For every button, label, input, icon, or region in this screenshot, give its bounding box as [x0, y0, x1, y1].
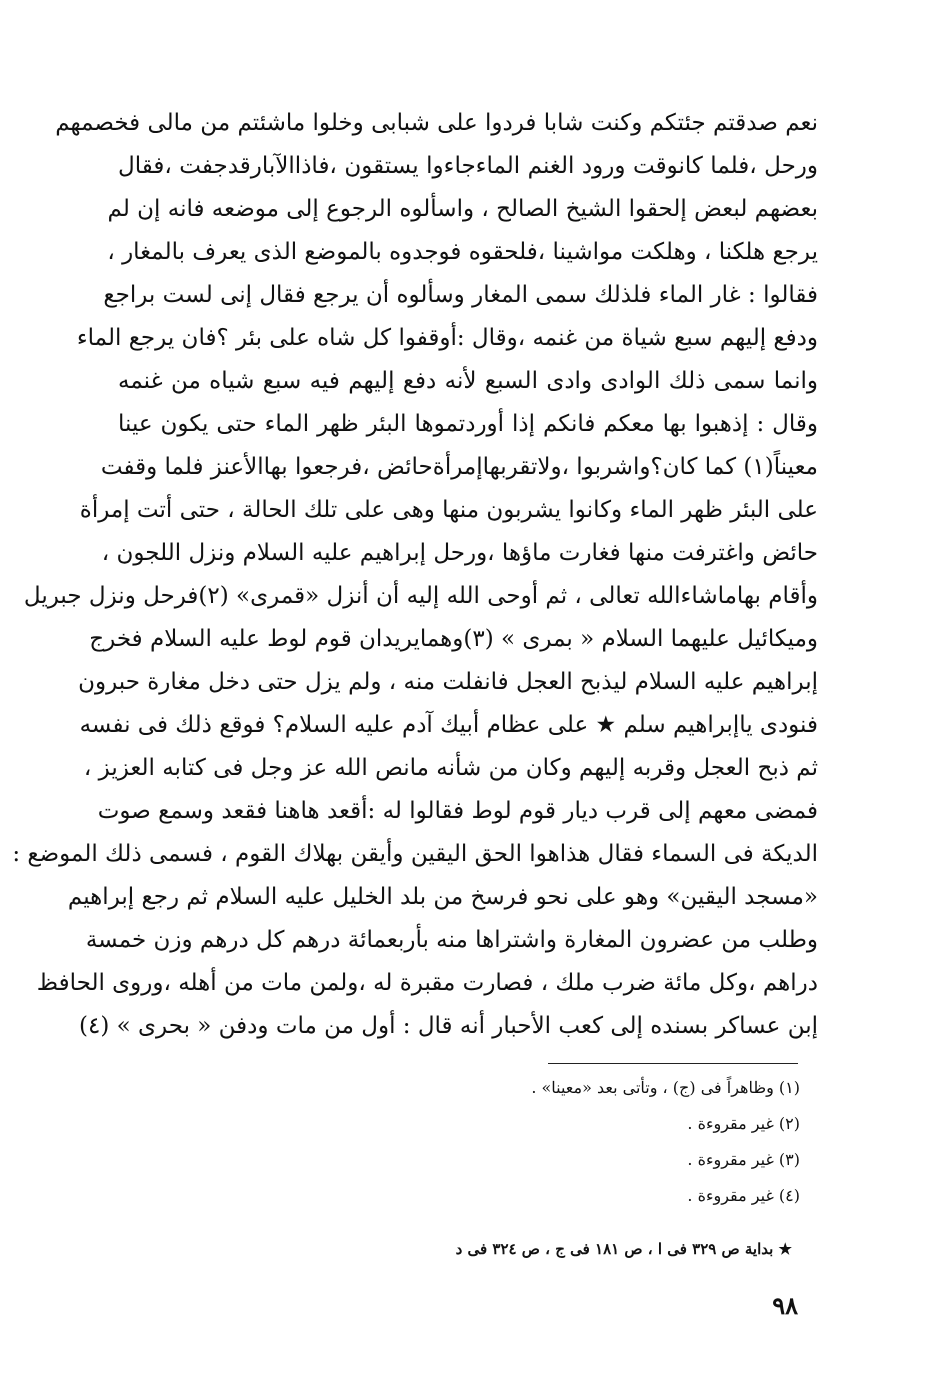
footnotes: [380, 1070, 800, 1214]
text-line: الديكة فى السماء فقال هذاهوا الحق اليقين وأيقن بهلاك القوم ، فسمى ذلك الموضع :: [12, 841, 818, 867]
text-line: ثم ذبح العجل وقربه إليهم وكان من شأنه مانص الله عز وجل فى كتابه العزيز ،: [83, 755, 818, 781]
text-line: وطلب من عضرون المغارة واشتراها منه بأربعمائة درهم كل درهم وزن خمسة: [85, 927, 818, 953]
text-line: ورحل ،فلما كانوقت ورود الغنم الماءجاءوا يستقون ،فاذاالآبارقدجفت ،فقال: [118, 153, 818, 179]
text-line: وقال : إذهبوا بها معكم فانكم إذا أوردتموها البئر ظهر الماء حتى يكون عينا: [118, 411, 818, 437]
text-line: «مسجد اليقين» وهو على نحو فرسخ من بلد الخليل عليه السلام ثم رجع إبراهيم: [67, 884, 818, 910]
text-line: معيناً(١) كما كان؟واشربوا ،ولاتقربهاإمرأةحائض ،فرجعوا بهاالأعنز فلما وقفت: [100, 454, 818, 480]
text-line: فمضى معهم إلى قرب ديار قوم لوط فقالوا له :أقعد هاهنا فقعد وسمع صوت: [97, 798, 818, 824]
manuscript-page-note: ★ بداية ص ٣٢٩ فى ا ، ص ١٨١ فى ج ، ص ٣٢٤ فى د: [455, 1240, 792, 1258]
page-number: ٩٨: [772, 1291, 798, 1320]
text-line: يرجع هلكنا ، وهلكت مواشينا ،فلحقوه فوجدوه بالموضع الذى يعرف بالمغار ،: [107, 239, 818, 265]
footnote-1: (١) وظاهراً فى (ج) ، وتأتى بعد «معينا» .: [531, 1078, 800, 1097]
footnote-2: (٢) غير مقروءة .: [687, 1114, 800, 1133]
text-line: إبراهيم عليه السلام ليذبح العجل فانفلت منه ، ولم يزل حتى دخل مغارة حبرون: [78, 669, 818, 695]
footnote-3: (٣) غير مقروءة .: [687, 1150, 800, 1169]
text-line: على البئر ظهر الماء وكانوا يشربون منها وهى على تلك الحالة ، حتى أتت إمرأة: [79, 497, 818, 523]
text-line: حائض واغترفت منها فغارت ماؤها ،ورحل إبراهيم عليه السلام ونزل اللجون ،: [101, 540, 818, 566]
text-line: فقالوا : غار الماء فلذلك سمى المغار وسألوه أن يرجع فقال إنى لست براجع: [103, 282, 818, 308]
text-line: ودفع إليهم سبع شياة من غنمه ،وقال :أوقفوا كل شاه على بئر ؟فان يرجع الماء: [76, 325, 818, 351]
text-line: وميكائيل عليهما السلام « بمرى » (٣)وهمايريدان قوم لوط عليه السلام فخرج: [89, 626, 818, 652]
main-text: [12, 102, 818, 1048]
text-line: بعضهم لبعض إلحقوا الشيخ الصالح ، واسألوه الرجوع إلى موضعه فانه إن لم: [107, 196, 818, 222]
text-line: فنودى ياإبراهيم سلم ★ على عظام أبيك آدم عليه السلام؟ فوقع ذلك فى نفسه: [79, 712, 818, 738]
text-line: وأقام بهاماشاءالله تعالى ، ثم أوحى الله إليه أن أنزل «قمرى» (٢)فرحل ونزل جبريل: [23, 583, 818, 609]
text-line: وانما سمى ذلك الوادى وادى السبع لأنه دفع إليهم فيه سبع شياه من غنمه: [118, 368, 818, 394]
text-line: نعم صدقتم جئتكم وكنت شابا فردوا على شبابى وخلوا ماشئتم من مالى فخصمهم: [55, 110, 818, 136]
text-line: دراهم ،وكل مائة ضرب ملك ، فصارت مقبرة له ،ولمن مات من أهله ،وروى الحافظ: [36, 970, 818, 996]
footnote-divider: [548, 1063, 798, 1064]
footnote-4: (٤) غير مقروءة .: [687, 1186, 800, 1205]
text-line: إبن عساكر بسنده إلى كعب الأحبار أنه قال : أول من مات ودفن « بحرى » (٤): [79, 1013, 818, 1039]
